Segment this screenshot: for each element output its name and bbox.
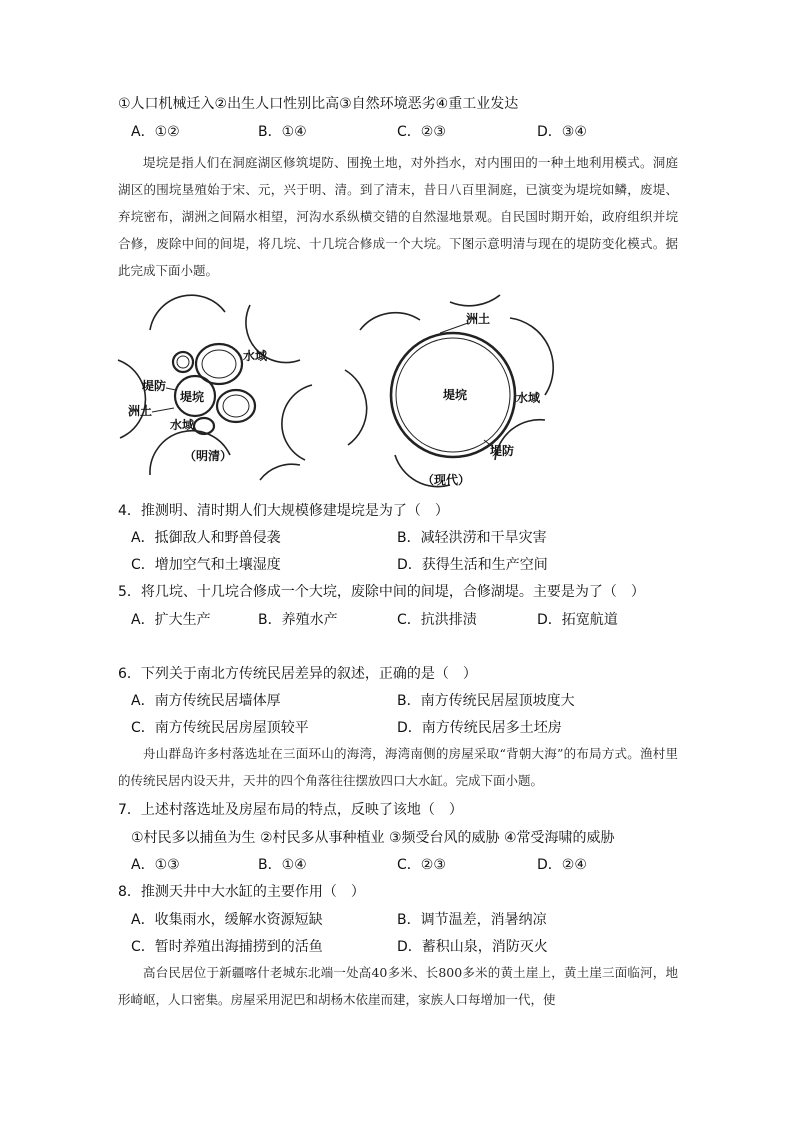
q4-option-b: B．减轻洪涝和干旱灾害 [397,530,547,546]
q8-option-d: D．蓄积山泉，消防灭火 [397,939,548,955]
q4-option-a: A．抵御敌人和野兽侵袭 [131,530,281,546]
q6-option-c: C．南方传统民居房屋顶较平 [131,720,309,736]
q6-option-b: B．南方传统民居屋顶坡度大 [397,693,575,709]
right-label-zhoutu: 洲土 [466,312,491,326]
right-zhoutu-leader [440,323,468,333]
left-polder-right-inner [223,395,249,417]
right-arc-top [450,295,500,306]
right-caption: （现代） [422,473,471,487]
right-arc-right [510,318,553,395]
left-arc-left [118,360,145,438]
left-label-dike: 堤防 [142,379,167,393]
left-caption: （明清） [184,449,233,463]
q8-stem: 8．推测天井中大水缸的主要作用（ ） [118,884,365,900]
left-dike-leader [166,388,176,390]
q7-option-b: B．①④ [258,857,307,873]
passage-gaotai-dwellings: 高台民居位于新疆喀什老城东北端一处高40多米、长800多米的黄土崖上，黄土崖三面临河，地形崎岖，人口密集。房屋采用泥巴和胡杨木依崖而建，家族人口每增加一代，使 [118,965,678,1007]
q5-option-d: D．拓宽航道 [537,612,618,628]
left-arc-bottom [260,464,300,480]
left-arc-top [150,295,225,330]
q3-option-a: A．①② [131,124,180,140]
q5-stem: 5．将几垸、十几垸合修成一个大垸，废除中间的间堤，合修湖堤。主要是为了（ ） [118,584,645,600]
q7-option-a: A．①③ [131,857,180,873]
passage-zhoushan-villages: 舟山群岛许多村落选址在三面环山的海湾，海湾南侧的房屋采取“背朝大海”的布局方式。渔村里的传统民居内设天井，天井的四个角落往往摆放四口大水缸。完成下面小题。 [118,746,678,788]
q6-stem: 6．下列关于南北方传统民居差异的叙述，正确的是（ ） [118,666,477,682]
left-zhoutu-leader [152,408,174,412]
q5-option-c: C．抗洪排渍 [397,612,477,628]
right-label-yuan: 堤垸 [443,388,468,402]
q8-option-b: B．调节温差，消暑纳凉 [397,912,547,928]
q8-option-c: C．暂时养殖出海捕捞到的活鱼 [131,939,323,955]
q6-option-d: D．南方传统民居多土坯房 [397,720,562,736]
passage-dike-polder: 堤垸是指人们在洞庭湖区修筑堤防、围挽土地，对外挡水，对内围田的一种土地利用模式。洞庭湖区的围垸垦殖始于宋、元，兴于明、清。到了清末，昔日八百里洞庭，已演变为堤垸如鳞，废堤、弃垸密布，湖洲之间隔水相望，河沟水系纵横交错的自然湿地景观。自民国时期开始，政府组织并垸合修，废除中间的间堤，将几垸、十几垸合修成一个大垸。下图示意明清与现在的堤防变化模式。据此完成下面小题。 [118,155,678,278]
q3-option-b: B．①④ [258,124,307,140]
left-label-water1: 水域 [243,349,268,363]
q4-stem: 4．推测明、清时期人们大规模修建堤垸是为了（ ） [118,503,449,519]
left-label-yuan: 堤垸 [180,390,205,404]
q4-option-c: C．增加空气和土壤湿度 [131,557,281,573]
left-arc-right [282,385,312,460]
q8-option-a: A．收集雨水，缓解水资源短缺 [131,912,323,928]
q3-option-c: C．②③ [397,124,446,140]
right-label-dike: 堤防 [490,444,515,458]
left-polder-top-inner [202,350,236,378]
q4-option-d: D．获得生活和生产空间 [397,557,548,573]
q7-option-c: C．②③ [397,857,446,873]
right-arc-left [345,370,367,445]
left-label-water2: 水域 [170,418,195,432]
q7-statements: ①村民多以捕鱼为生 ②村民多从事种植业 ③频受台风的威胁 ④常受海啸的威胁 [131,830,615,846]
left-polder-small-inner [177,356,189,368]
q5-option-b: B．养殖水产 [258,612,338,628]
q3-stem: ①人口机械迁入②出生人口性别比高③自然环境恶劣④重工业发达 [118,96,519,112]
left-label-zhoutu: 洲土 [128,404,153,418]
right-label-water: 水域 [516,391,541,405]
left-polder-small [173,352,193,372]
q5-option-a: A．扩大生产 [131,612,211,628]
q7-stem: 7．上述村落选址及房屋布局的特点，反映了该地（ ） [118,802,463,818]
dike-change-figure [0,290,793,500]
q6-option-a: A．南方传统民居墙体厚 [131,693,281,709]
right-arc-top-left [360,313,420,330]
q3-option-d: D．③④ [537,124,587,140]
q7-option-d: D．②④ [537,857,587,873]
left-polder-bottom [194,418,214,434]
